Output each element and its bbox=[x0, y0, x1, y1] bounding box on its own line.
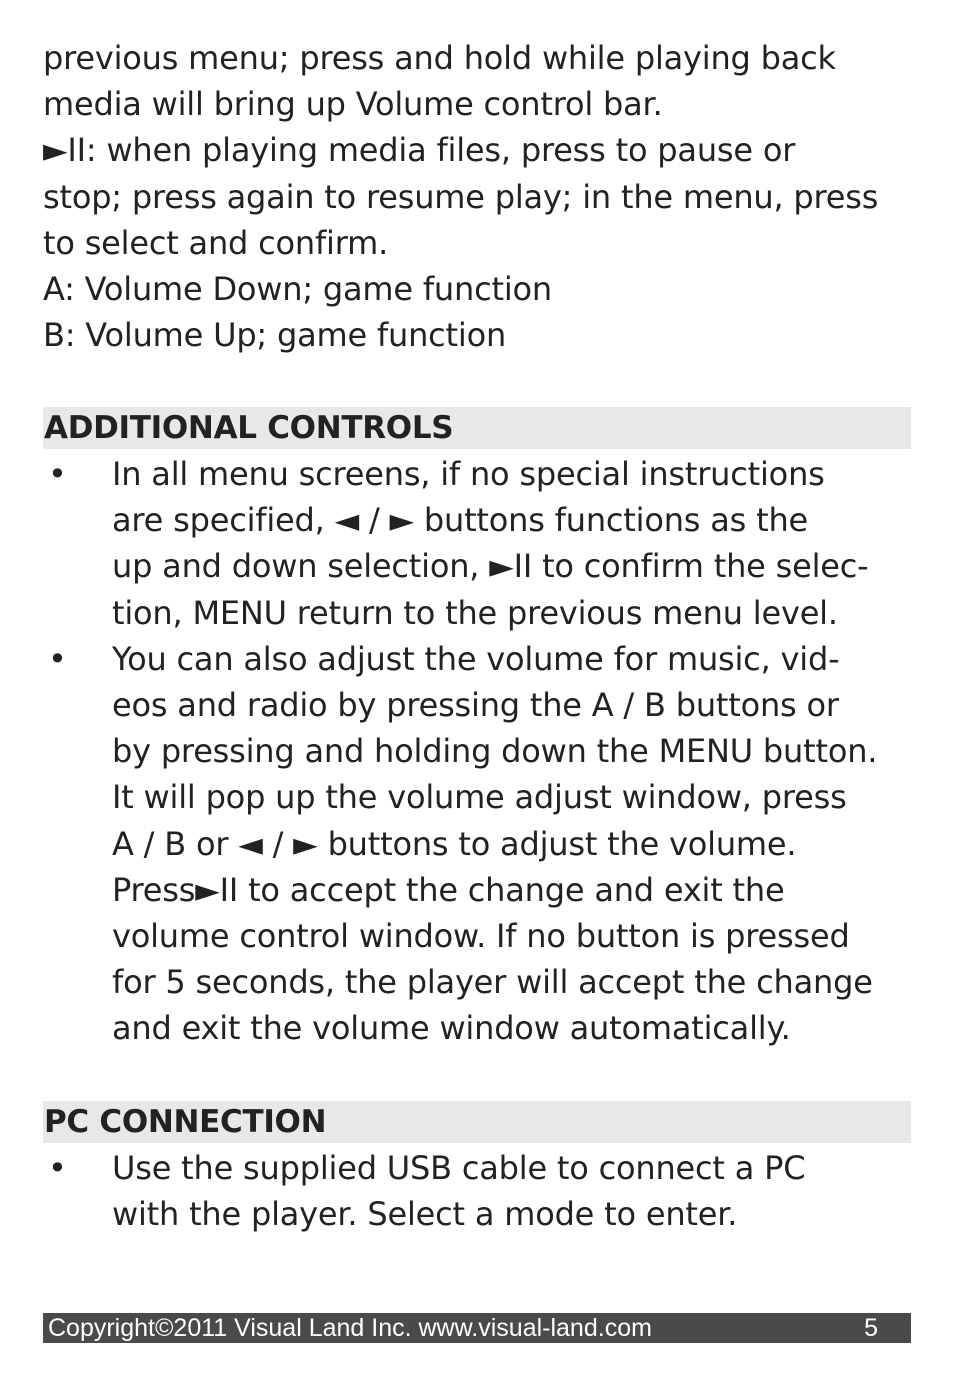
intro-text bbox=[43, 35, 911, 358]
intro-line: A: Volume Down; game function bbox=[43, 270, 552, 309]
section-title: PC CONNECTION bbox=[44, 1104, 327, 1140]
page-footer bbox=[43, 1313, 911, 1343]
list-item-line: for 5 seconds, the player will accept the change bbox=[112, 963, 873, 1002]
section-title: ADDITIONAL CONTROLS bbox=[44, 410, 454, 446]
additional-controls-header bbox=[43, 407, 911, 449]
list-item-line: Use the supplied USB cable to connect a PC bbox=[112, 1149, 806, 1187]
list-item-line: Press►II to accept the change and exit the bbox=[112, 870, 785, 909]
bullet-icon: • bbox=[48, 639, 67, 678]
intro-line: ►II: when playing media files, press to pause or bbox=[43, 131, 796, 170]
list-item-line: It will pop up the volume adjust window, press bbox=[112, 778, 847, 817]
list-item-line: tion, MENU return to the previous menu level. bbox=[112, 593, 838, 632]
pc-connection-header bbox=[43, 1101, 911, 1143]
bullet-icon: • bbox=[48, 1149, 67, 1187]
list-item-line: volume control window. If no button is pressed bbox=[112, 917, 850, 956]
pc-connection-list bbox=[43, 1145, 911, 1237]
list-item bbox=[43, 451, 911, 636]
list-item bbox=[43, 1145, 911, 1237]
additional-controls-list bbox=[43, 451, 911, 1052]
list-item-line: with the player. Select a mode to enter. bbox=[112, 1195, 738, 1234]
list-item-line: You can also adjust the volume for music, vid- bbox=[112, 639, 840, 678]
list-item-line: and exit the volume window automatically. bbox=[112, 1009, 791, 1048]
list-item bbox=[43, 636, 911, 1052]
intro-line: stop; press again to resume play; in the menu, press bbox=[43, 177, 879, 216]
intro-line: media will bring up Volume control bar. bbox=[43, 85, 663, 124]
list-item-line: In all menu screens, if no special instructions bbox=[112, 455, 825, 493]
list-item-line: eos and radio by pressing the A / B buttons or bbox=[112, 686, 839, 725]
page-number: 5 bbox=[864, 1314, 878, 1342]
list-item-line: A / B or ◄ / ► buttons to adjust the volume. bbox=[112, 824, 797, 863]
list-item-line: by pressing and holding down the MENU button. bbox=[112, 732, 878, 771]
intro-line: B: Volume Up; game function bbox=[43, 316, 507, 355]
list-item-line: up and down selection, ►II to confirm the selec- bbox=[112, 547, 869, 586]
list-item-line: are specified, ◄ / ► buttons functions as the bbox=[112, 501, 809, 540]
copyright-text: Copyright©2011 Visual Land Inc. www.visual-land.com bbox=[48, 1314, 652, 1342]
intro-line: previous menu; press and hold while playing back bbox=[43, 39, 836, 77]
bullet-icon: • bbox=[48, 455, 67, 493]
intro-line: to select and confirm. bbox=[43, 223, 389, 262]
